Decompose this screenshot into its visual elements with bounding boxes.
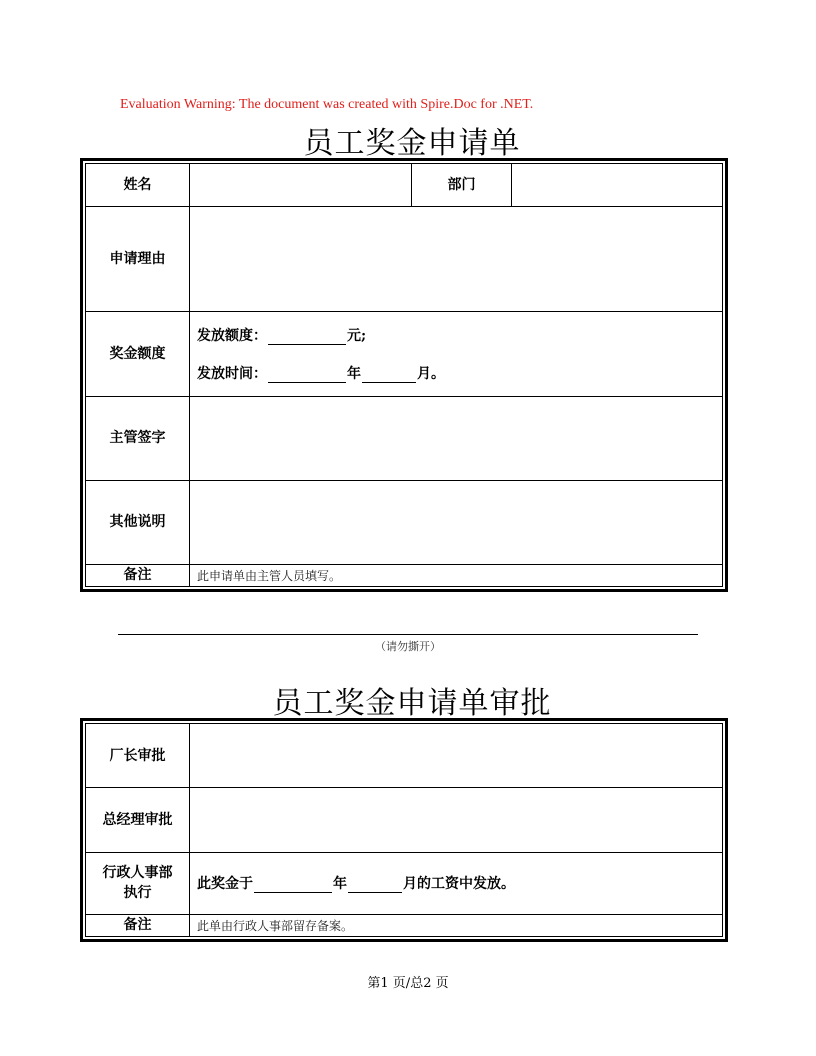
hr-label xyxy=(86,852,190,914)
application-table xyxy=(85,163,723,587)
hr-month-text: 月的工资中发放。 xyxy=(403,876,515,893)
tear-note: （请勿撕开） xyxy=(375,640,441,653)
time-prefix: 发放时间： xyxy=(197,365,267,382)
reason-label: 申请理由 xyxy=(86,207,190,312)
gm-label: 总经理审批 xyxy=(86,788,190,852)
dept-field[interactable] xyxy=(512,164,723,207)
remark2-label: 备注 xyxy=(86,914,190,936)
year-text: 年 xyxy=(347,365,361,382)
other-label: 其他说明 xyxy=(86,480,190,564)
amount-field[interactable] xyxy=(190,312,723,396)
supervisor-label: 主管签字 xyxy=(86,396,190,480)
factory-field[interactable] xyxy=(190,724,723,788)
bonus-application-form xyxy=(80,158,728,592)
approval-table xyxy=(85,723,723,937)
form-title: 员工奖金申请单 xyxy=(303,126,521,161)
year-blank[interactable] xyxy=(268,367,346,383)
supervisor-field[interactable] xyxy=(190,396,723,480)
amount-blank[interactable] xyxy=(268,329,346,345)
row-supervisor xyxy=(86,396,723,480)
hr-year-text: 年 xyxy=(333,876,347,893)
time-line xyxy=(197,363,715,383)
amount-suffix: 元; xyxy=(347,327,367,344)
remark-label: 备注 xyxy=(86,564,190,586)
factory-label: 厂长审批 xyxy=(86,724,190,788)
amount-line xyxy=(197,325,715,345)
page-footer: 第1 页/总2 页 xyxy=(367,976,449,991)
row-remark2 xyxy=(86,914,723,936)
hr-field[interactable] xyxy=(190,852,723,914)
hr-month-blank[interactable] xyxy=(348,877,402,893)
evaluation-warning: Evaluation Warning: The document was created with Spire.Doc for .NET. xyxy=(120,97,534,112)
row-name xyxy=(86,164,723,207)
remark2-text: 此单由行政人事部留存备案。 xyxy=(190,914,723,936)
row-remark xyxy=(86,564,723,586)
row-other xyxy=(86,480,723,564)
month-text: 月。 xyxy=(417,365,445,382)
name-field[interactable] xyxy=(190,164,412,207)
row-hr xyxy=(86,852,723,914)
hr-label-line2: 执行 xyxy=(123,885,152,902)
hr-label-line1: 行政人事部 xyxy=(102,865,173,882)
row-reason xyxy=(86,207,723,312)
approval-title: 员工奖金申请单审批 xyxy=(272,686,552,721)
amount-label: 奖金额度 xyxy=(86,312,190,396)
other-field[interactable] xyxy=(190,480,723,564)
amount-prefix: 发放额度： xyxy=(197,327,267,344)
dept-label: 部门 xyxy=(412,164,512,207)
row-gm xyxy=(86,788,723,852)
reason-field[interactable] xyxy=(190,207,723,312)
gm-field[interactable] xyxy=(190,788,723,852)
remark-text: 此申请单由主管人员填写。 xyxy=(190,564,723,586)
hr-prefix: 此奖金于 xyxy=(197,876,253,893)
name-label: 姓名 xyxy=(86,164,190,207)
hr-year-blank[interactable] xyxy=(254,877,332,893)
month-blank[interactable] xyxy=(362,367,416,383)
tear-line xyxy=(118,634,698,635)
row-factory xyxy=(86,724,723,788)
hr-line xyxy=(197,873,715,893)
bonus-approval-form xyxy=(80,718,728,942)
row-amount xyxy=(86,312,723,396)
